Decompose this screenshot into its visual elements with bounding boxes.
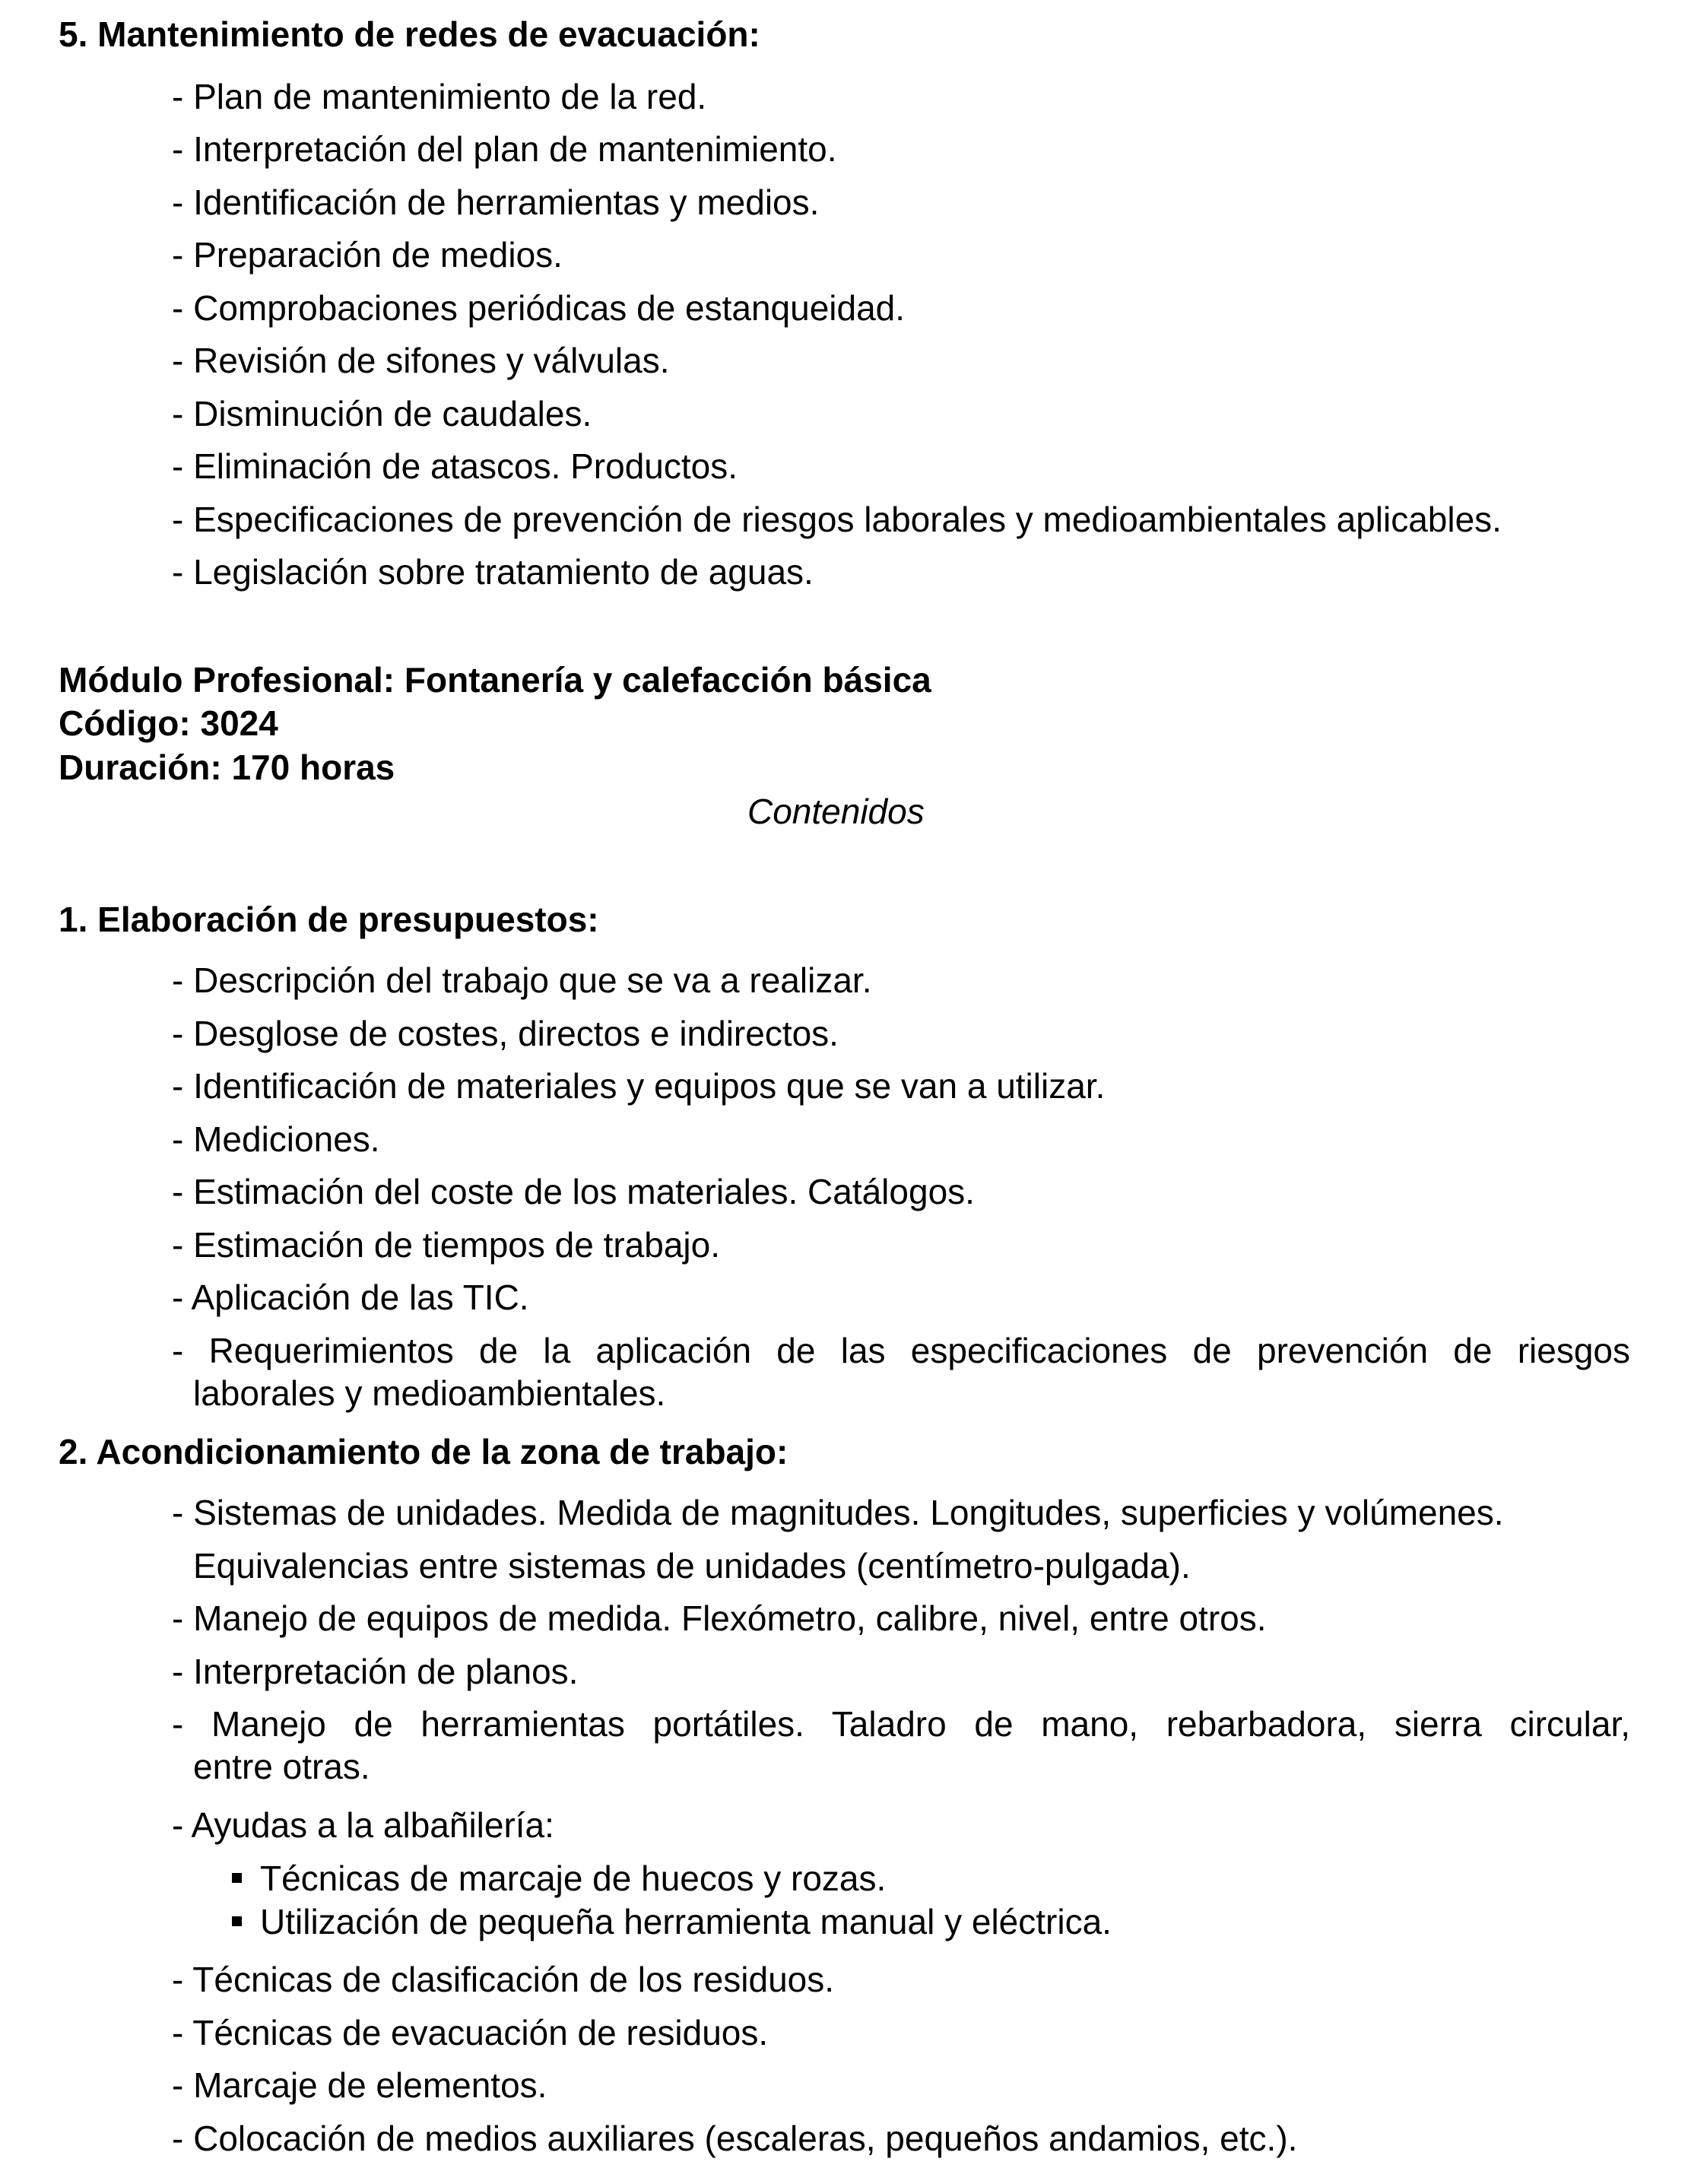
list-item: - Colocación de medios auxiliares (escaleras, pequeños andamios, etc.). [172, 2119, 1298, 2158]
list-item-continuation: Equivalencias entre sistemas de unidades (centímetro-pulgada). [193, 1546, 1191, 1586]
list-item: - Descripción del trabajo que se va a realizar. [172, 960, 872, 1000]
module-duration: Duración: 170 horas [59, 748, 395, 787]
list-item-line: entre otras. [193, 1747, 370, 1786]
contents-label: Contenidos [747, 792, 925, 831]
sub-list-item [232, 1900, 1112, 1943]
list-item: - Estimación del coste de los materiales. Catálogos. [172, 1172, 975, 1211]
list-item: - Mediciones. [172, 1119, 380, 1159]
square-bullet-icon [232, 1916, 242, 1926]
list-item: - Manejo de equipos de medida. Flexómetro, calibre, nivel, entre otros. [172, 1598, 1267, 1638]
list-item: - Técnicas de evacuación de residuos. [172, 2013, 769, 2052]
square-bullet-icon [232, 1873, 242, 1883]
module-title: Módulo Profesional: Fontanería y calefacción básica [59, 660, 931, 700]
list-item-line: laborales y medioambientales. [193, 1373, 666, 1413]
list-item-line: - Manejo de herramientas portátiles. Taladro de mano, rebarbadora, sierra circular, [172, 1704, 1630, 1744]
list-item [172, 1703, 1630, 1788]
list-item: - Aplicación de las TIC. [172, 1278, 529, 1317]
list-item: - Preparación de medios. [172, 235, 563, 275]
list-item: - Comprobaciones periódicas de estanqueidad. [172, 288, 906, 328]
list-item: - Interpretación de planos. [172, 1652, 579, 1691]
list-item: - Estimación de tiempos de trabajo. [172, 1225, 721, 1265]
list-item: - Marcaje de elementos. [172, 2065, 547, 2105]
section-5-heading: 5. Mantenimiento de redes de evacuación: [59, 14, 760, 54]
list-item: - Desglose de costes, directos e indirectos. [172, 1014, 839, 1053]
list-item: - Eliminación de atascos. Productos. [172, 446, 738, 486]
list-item: - Interpretación del plan de mantenimiento. [172, 129, 837, 169]
section-1-heading: 1. Elaboración de presupuestos: [59, 900, 599, 939]
list-item: - Técnicas de clasificación de los residuos. [172, 1960, 835, 1999]
sub-list-item [232, 1857, 886, 1900]
module-code: Código: 3024 [59, 703, 278, 743]
list-item: - Revisión de sifones y válvulas. [172, 341, 670, 380]
list-item: - Legislación sobre tratamiento de aguas. [172, 552, 814, 592]
list-item: - Plan de mantenimiento de la red. [172, 77, 707, 116]
list-item-line: - Requerimientos de la aplicación de las especificaciones de prevención de riesgos [172, 1331, 1630, 1370]
list-item: - Sistemas de unidades. Medida de magnitudes. Longitudes, superficies y volúmenes. [172, 1493, 1504, 1532]
section-2-heading: 2. Acondicionamiento de la zona de trabajo: [59, 1432, 788, 1471]
sub-list-item-text: Utilización de pequeña herramienta manual y eléctrica. [260, 1902, 1112, 1941]
sub-list-item-text: Técnicas de marcaje de huecos y rozas. [260, 1859, 887, 1898]
list-item [172, 1329, 1630, 1414]
list-item: - Identificación de herramientas y medios. [172, 183, 820, 222]
list-item: - Identificación de materiales y equipos que se van a utilizar. [172, 1066, 1106, 1106]
list-item: - Ayudas a la albañilería: [172, 1805, 554, 1845]
list-item: - Especificaciones de prevención de riesgos laborales y medioambientales aplicables. [172, 500, 1502, 539]
list-item: - Disminución de caudales. [172, 394, 592, 433]
